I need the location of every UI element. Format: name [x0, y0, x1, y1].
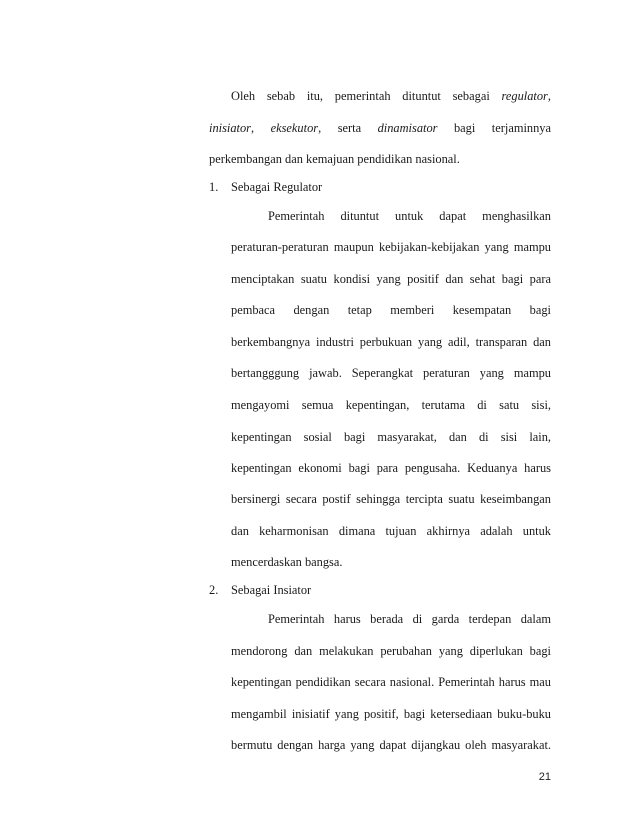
paragraph-line: inisiator, eksekutor, serta dinamisator bagi terjaminnya	[209, 121, 551, 135]
section-line: kepentingan pendidikan secara nasional. Pemerintah harus mau	[231, 675, 551, 689]
section-line: mengayomi semua kepentingan, terutama di satu sisi,	[231, 398, 551, 412]
section-line: kepentingan sosial bagi masyarakat, dan di sisi lain,	[231, 430, 551, 444]
section-line: kepentingan ekonomi bagi para pengusaha. Keduanya harus	[231, 461, 551, 475]
section-line: bertangggung jawab. Seperangkat peraturan yang mampu	[231, 366, 551, 380]
section-heading: 1. Sebagai Regulator	[209, 180, 323, 194]
section-line: mencerdaskan bangsa.	[231, 555, 343, 569]
section-line: peraturan-peraturan maupun kebijakan-kebijakan yang mampu	[231, 240, 551, 254]
section-line: pembaca dengan tetap memberi kesempatan bagi	[231, 303, 551, 317]
section-line: dan keharmonisan dimana tujuan akhirnya adalah untuk	[231, 524, 551, 538]
section-line: Pemerintah dituntut untuk dapat menghasilkan	[268, 209, 551, 223]
paragraph-line: Oleh sebab itu, pemerintah dituntut sebagai regulator,	[231, 89, 551, 103]
section-heading: 2. Sebagai Insiator	[209, 583, 312, 597]
section-line: bermutu dengan harga yang dapat dijangkau oleh masyarakat.	[231, 738, 551, 752]
section-line: bersinergi secara postif sehingga tercipta suatu keseimbangan	[231, 492, 551, 506]
section-line: mengambil inisiatif yang positif, bagi ketersediaan buku-buku	[231, 707, 551, 721]
section-line: berkembangnya industri perbukuan yang adil, transparan dan	[231, 335, 551, 349]
page-number: 21	[538, 771, 551, 783]
section-line: mendorong dan melakukan perubahan yang diperlukan bagi	[231, 644, 551, 658]
paragraph-line: perkembangan dan kemajuan pendidikan nasional.	[209, 152, 460, 166]
section-line: Pemerintah harus berada di garda terdepan dalam	[268, 612, 551, 626]
section-line: menciptakan suatu kondisi yang positif dan sehat bagi para	[231, 272, 551, 286]
